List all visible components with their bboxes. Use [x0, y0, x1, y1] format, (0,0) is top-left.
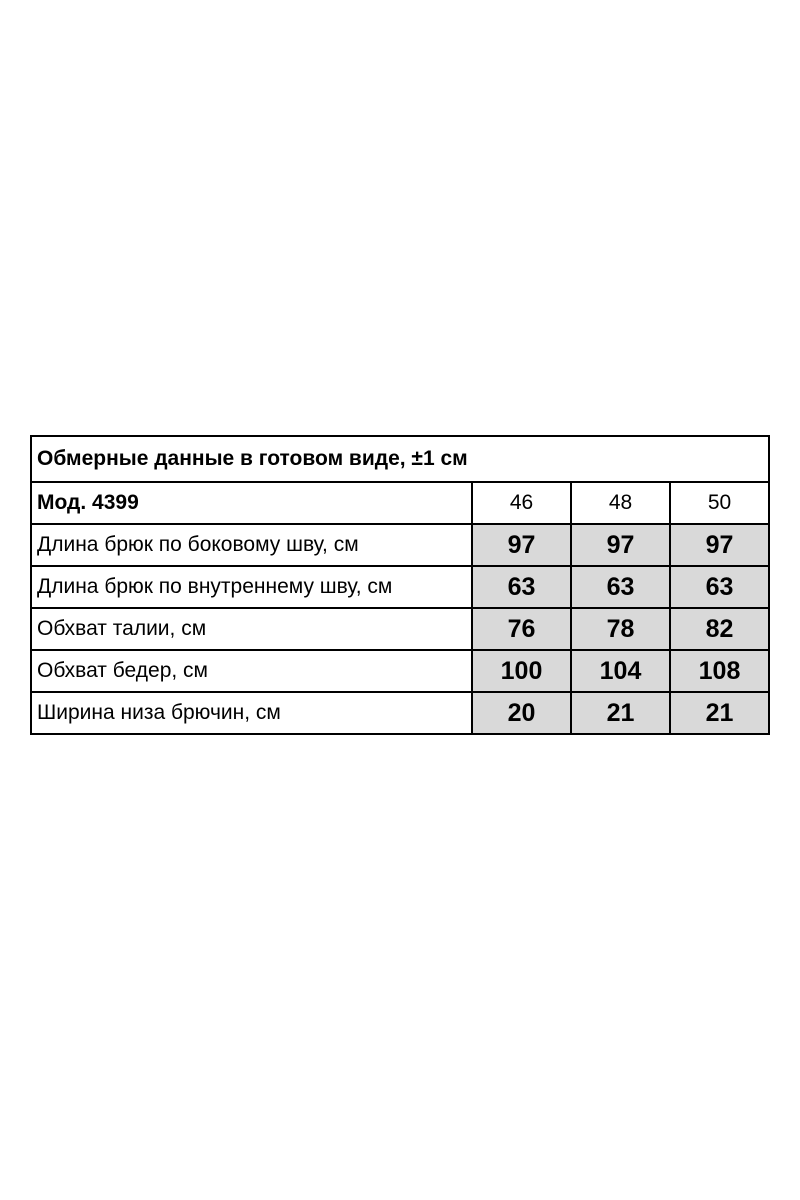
row-label: Длина брюк по боковому шву, см — [31, 524, 472, 566]
value-cell: 97 — [670, 524, 769, 566]
value-cell: 104 — [571, 650, 670, 692]
size-header-48: 48 — [571, 482, 670, 524]
model-number: Мод. 4399 — [31, 482, 472, 524]
value-cell: 63 — [670, 566, 769, 608]
value-cell: 97 — [472, 524, 571, 566]
table-title-row — [31, 436, 769, 482]
row-label: Ширина низа брючин, см — [31, 692, 472, 734]
value-cell: 78 — [571, 608, 670, 650]
value-cell: 76 — [472, 608, 571, 650]
row-label: Обхват талии, см — [31, 608, 472, 650]
value-cell: 63 — [571, 566, 670, 608]
size-header-46: 46 — [472, 482, 571, 524]
table-row — [31, 608, 769, 650]
value-cell: 108 — [670, 650, 769, 692]
measurements-table — [30, 435, 770, 735]
value-cell: 20 — [472, 692, 571, 734]
value-cell: 97 — [571, 524, 670, 566]
size-header-50: 50 — [670, 482, 769, 524]
table-row — [31, 524, 769, 566]
value-cell: 21 — [571, 692, 670, 734]
table-row — [31, 692, 769, 734]
table-row — [31, 566, 769, 608]
table-row — [31, 650, 769, 692]
table-header-row — [31, 482, 769, 524]
value-cell: 82 — [670, 608, 769, 650]
value-cell: 63 — [472, 566, 571, 608]
value-cell: 21 — [670, 692, 769, 734]
row-label: Обхват бедер, см — [31, 650, 472, 692]
table-title: Обмерные данные в готовом виде, ±1 см — [31, 436, 769, 482]
value-cell: 100 — [472, 650, 571, 692]
row-label: Длина брюк по внутреннему шву, см — [31, 566, 472, 608]
